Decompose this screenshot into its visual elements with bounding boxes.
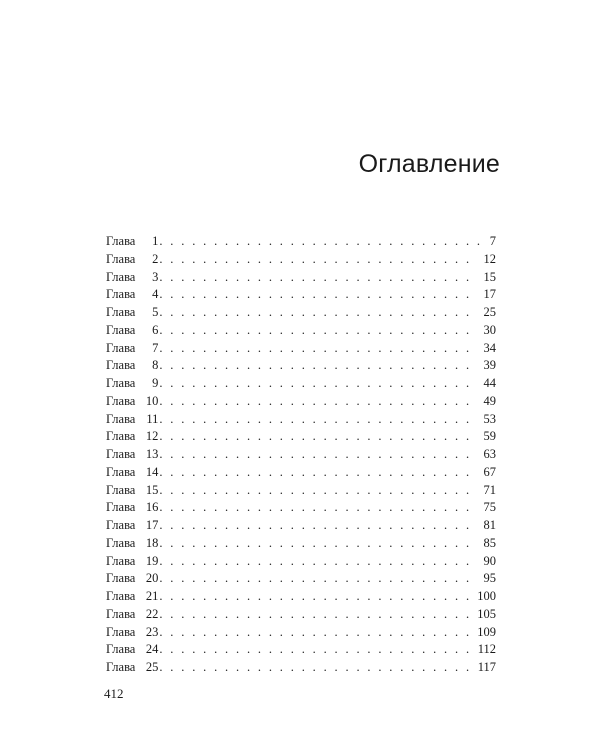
toc-entry-number: 25	[145, 660, 159, 674]
toc-entry[interactable]	[106, 659, 496, 677]
toc-dot-leader	[159, 606, 471, 624]
toc-entry-label: Глава	[106, 482, 136, 497]
toc-entry-label: Глава	[106, 571, 136, 586]
toc-entry-label: Глава	[106, 589, 136, 603]
toc-entry-number: 3	[152, 269, 159, 284]
toc-entry-label: Глава	[106, 322, 136, 337]
toc-entry-page: 71	[483, 482, 496, 497]
toc-entry-label: Глава	[106, 464, 136, 479]
toc-entry-page: 49	[483, 393, 496, 408]
toc-dot-leader	[159, 482, 477, 500]
toc-entry-label: Глава	[106, 518, 136, 532]
toc-entry-label: Глава	[106, 287, 136, 302]
toc-entry[interactable]	[106, 375, 496, 393]
toc-entry[interactable]	[106, 428, 496, 446]
toc-entry-label: Глава	[106, 624, 136, 639]
toc-entry-number: 23	[145, 624, 159, 639]
toc-entry-number: 10	[145, 393, 159, 408]
toc-dot-leader	[159, 641, 471, 659]
toc-entry-number: 13	[145, 447, 159, 461]
toc-entry-number: 18	[145, 535, 159, 550]
page-title: Оглавление	[358, 150, 500, 178]
toc-entry-label: Глава	[106, 642, 136, 657]
toc-entry-number: 1	[152, 234, 159, 248]
toc-entry-page: 44	[483, 376, 496, 390]
toc-entry[interactable]	[106, 464, 496, 482]
toc-dot-leader	[159, 535, 477, 553]
toc-entry-label: Глава	[106, 234, 136, 248]
toc-dot-leader	[159, 322, 477, 340]
toc-entry-page: 17	[483, 287, 496, 302]
toc-entry-page: 85	[483, 535, 496, 550]
toc-entry[interactable]	[106, 411, 496, 429]
toc-entry-number: 21	[145, 589, 159, 603]
toc-dot-leader	[159, 624, 471, 642]
toc-entry-page: 53	[483, 411, 496, 426]
toc-entry[interactable]	[106, 286, 496, 304]
toc-entry[interactable]	[106, 304, 496, 322]
toc-entry-label: Глава	[106, 411, 136, 426]
toc-entry-page: 67	[483, 464, 496, 479]
toc-entry-label: Глава	[106, 251, 136, 266]
toc-entry-page: 109	[477, 624, 496, 639]
toc-entry-number: 20	[145, 571, 159, 586]
page-number: 412	[104, 686, 124, 701]
toc-entry[interactable]	[106, 624, 496, 642]
toc-entry-number: 17	[145, 518, 159, 532]
toc-entry-page: 105	[477, 606, 496, 621]
toc-entry-label: Глава	[106, 376, 136, 390]
toc-entry-label: Глава	[106, 393, 136, 408]
toc-entry[interactable]	[106, 251, 496, 269]
toc-entry-page: 59	[483, 429, 496, 444]
toc-entry-page: 75	[483, 500, 496, 515]
toc-entry-page: 30	[483, 322, 496, 337]
toc-entry-number: 5	[152, 305, 159, 319]
toc-entry-number: 8	[152, 358, 159, 373]
toc-entry-number: 15	[145, 482, 159, 497]
toc-entry-page: 100	[477, 589, 496, 603]
toc-entry-page: 117	[477, 660, 496, 674]
toc-entry-page: 90	[483, 553, 496, 568]
toc-dot-leader	[159, 251, 477, 269]
toc-entry-label: Глава	[106, 340, 136, 355]
toc-entry-page: 25	[483, 305, 496, 319]
toc-entry[interactable]	[106, 641, 496, 659]
toc-dot-leader	[159, 233, 483, 251]
toc-dot-leader	[159, 304, 477, 322]
toc-entry-page: 39	[483, 358, 496, 373]
toc-entry[interactable]	[106, 553, 496, 571]
toc-entry[interactable]	[106, 570, 496, 588]
toc-dot-leader	[159, 517, 477, 535]
toc-entry[interactable]	[106, 393, 496, 411]
toc-entry-number: 7	[152, 340, 159, 355]
toc-entry-label: Глава	[106, 305, 136, 319]
toc-entry-number: 9	[152, 376, 159, 390]
toc-entry-label: Глава	[106, 269, 136, 284]
toc-dot-leader	[159, 411, 477, 429]
toc-dot-leader	[159, 570, 477, 588]
toc-dot-leader	[159, 269, 477, 287]
toc-dot-leader	[159, 464, 477, 482]
toc-entry[interactable]	[106, 499, 496, 517]
toc-entry[interactable]	[106, 482, 496, 500]
toc-dot-leader	[159, 428, 477, 446]
toc-entry-page: 12	[483, 251, 496, 266]
toc-entry-page: 15	[483, 269, 496, 284]
toc-entry[interactable]	[106, 446, 496, 464]
toc-dot-leader	[159, 340, 477, 358]
toc-entry[interactable]	[106, 535, 496, 553]
toc-entry-number: 11	[146, 411, 159, 426]
toc-entry-number: 2	[152, 251, 159, 266]
toc-entry-page: 81	[483, 518, 496, 532]
toc-dot-leader	[159, 357, 477, 375]
table-of-contents	[106, 233, 496, 677]
toc-entry-page: 112	[477, 642, 496, 657]
toc-entry-number: 6	[152, 322, 159, 337]
toc-dot-leader	[159, 375, 477, 393]
toc-dot-leader	[159, 553, 477, 571]
toc-dot-leader	[159, 659, 471, 677]
toc-entry[interactable]	[106, 322, 496, 340]
toc-entry[interactable]	[106, 588, 496, 606]
toc-entry-label: Глава	[106, 500, 136, 515]
toc-dot-leader	[159, 393, 477, 411]
toc-dot-leader	[159, 446, 477, 464]
toc-entry[interactable]	[106, 517, 496, 535]
toc-entry[interactable]	[106, 269, 496, 287]
toc-entry-label: Глава	[106, 358, 136, 373]
toc-entry-number: 24	[145, 642, 159, 657]
toc-entry-page: 7	[489, 234, 496, 248]
toc-entry-number: 14	[145, 464, 159, 479]
toc-entry-number: 4	[152, 287, 159, 302]
toc-dot-leader	[159, 588, 471, 606]
toc-entry[interactable]	[106, 233, 496, 251]
toc-entry-label: Глава	[106, 447, 136, 461]
toc-entry[interactable]	[106, 357, 496, 375]
toc-entry[interactable]	[106, 340, 496, 358]
toc-entry-number: 19	[145, 553, 159, 568]
toc-entry-label: Глава	[106, 535, 136, 550]
toc-entry-page: 63	[483, 447, 496, 461]
toc-entry-page: 95	[483, 571, 496, 586]
toc-entry-label: Глава	[106, 660, 136, 674]
toc-entry-page: 34	[483, 340, 496, 355]
toc-dot-leader	[159, 286, 477, 304]
toc-entry-number: 16	[145, 500, 159, 515]
toc-entry[interactable]	[106, 606, 496, 624]
toc-dot-leader	[159, 499, 477, 517]
toc-entry-label: Глава	[106, 606, 136, 621]
toc-entry-label: Глава	[106, 429, 136, 444]
toc-entry-number: 22	[145, 606, 159, 621]
toc-entry-number: 12	[145, 429, 159, 444]
toc-entry-label: Глава	[106, 553, 136, 568]
